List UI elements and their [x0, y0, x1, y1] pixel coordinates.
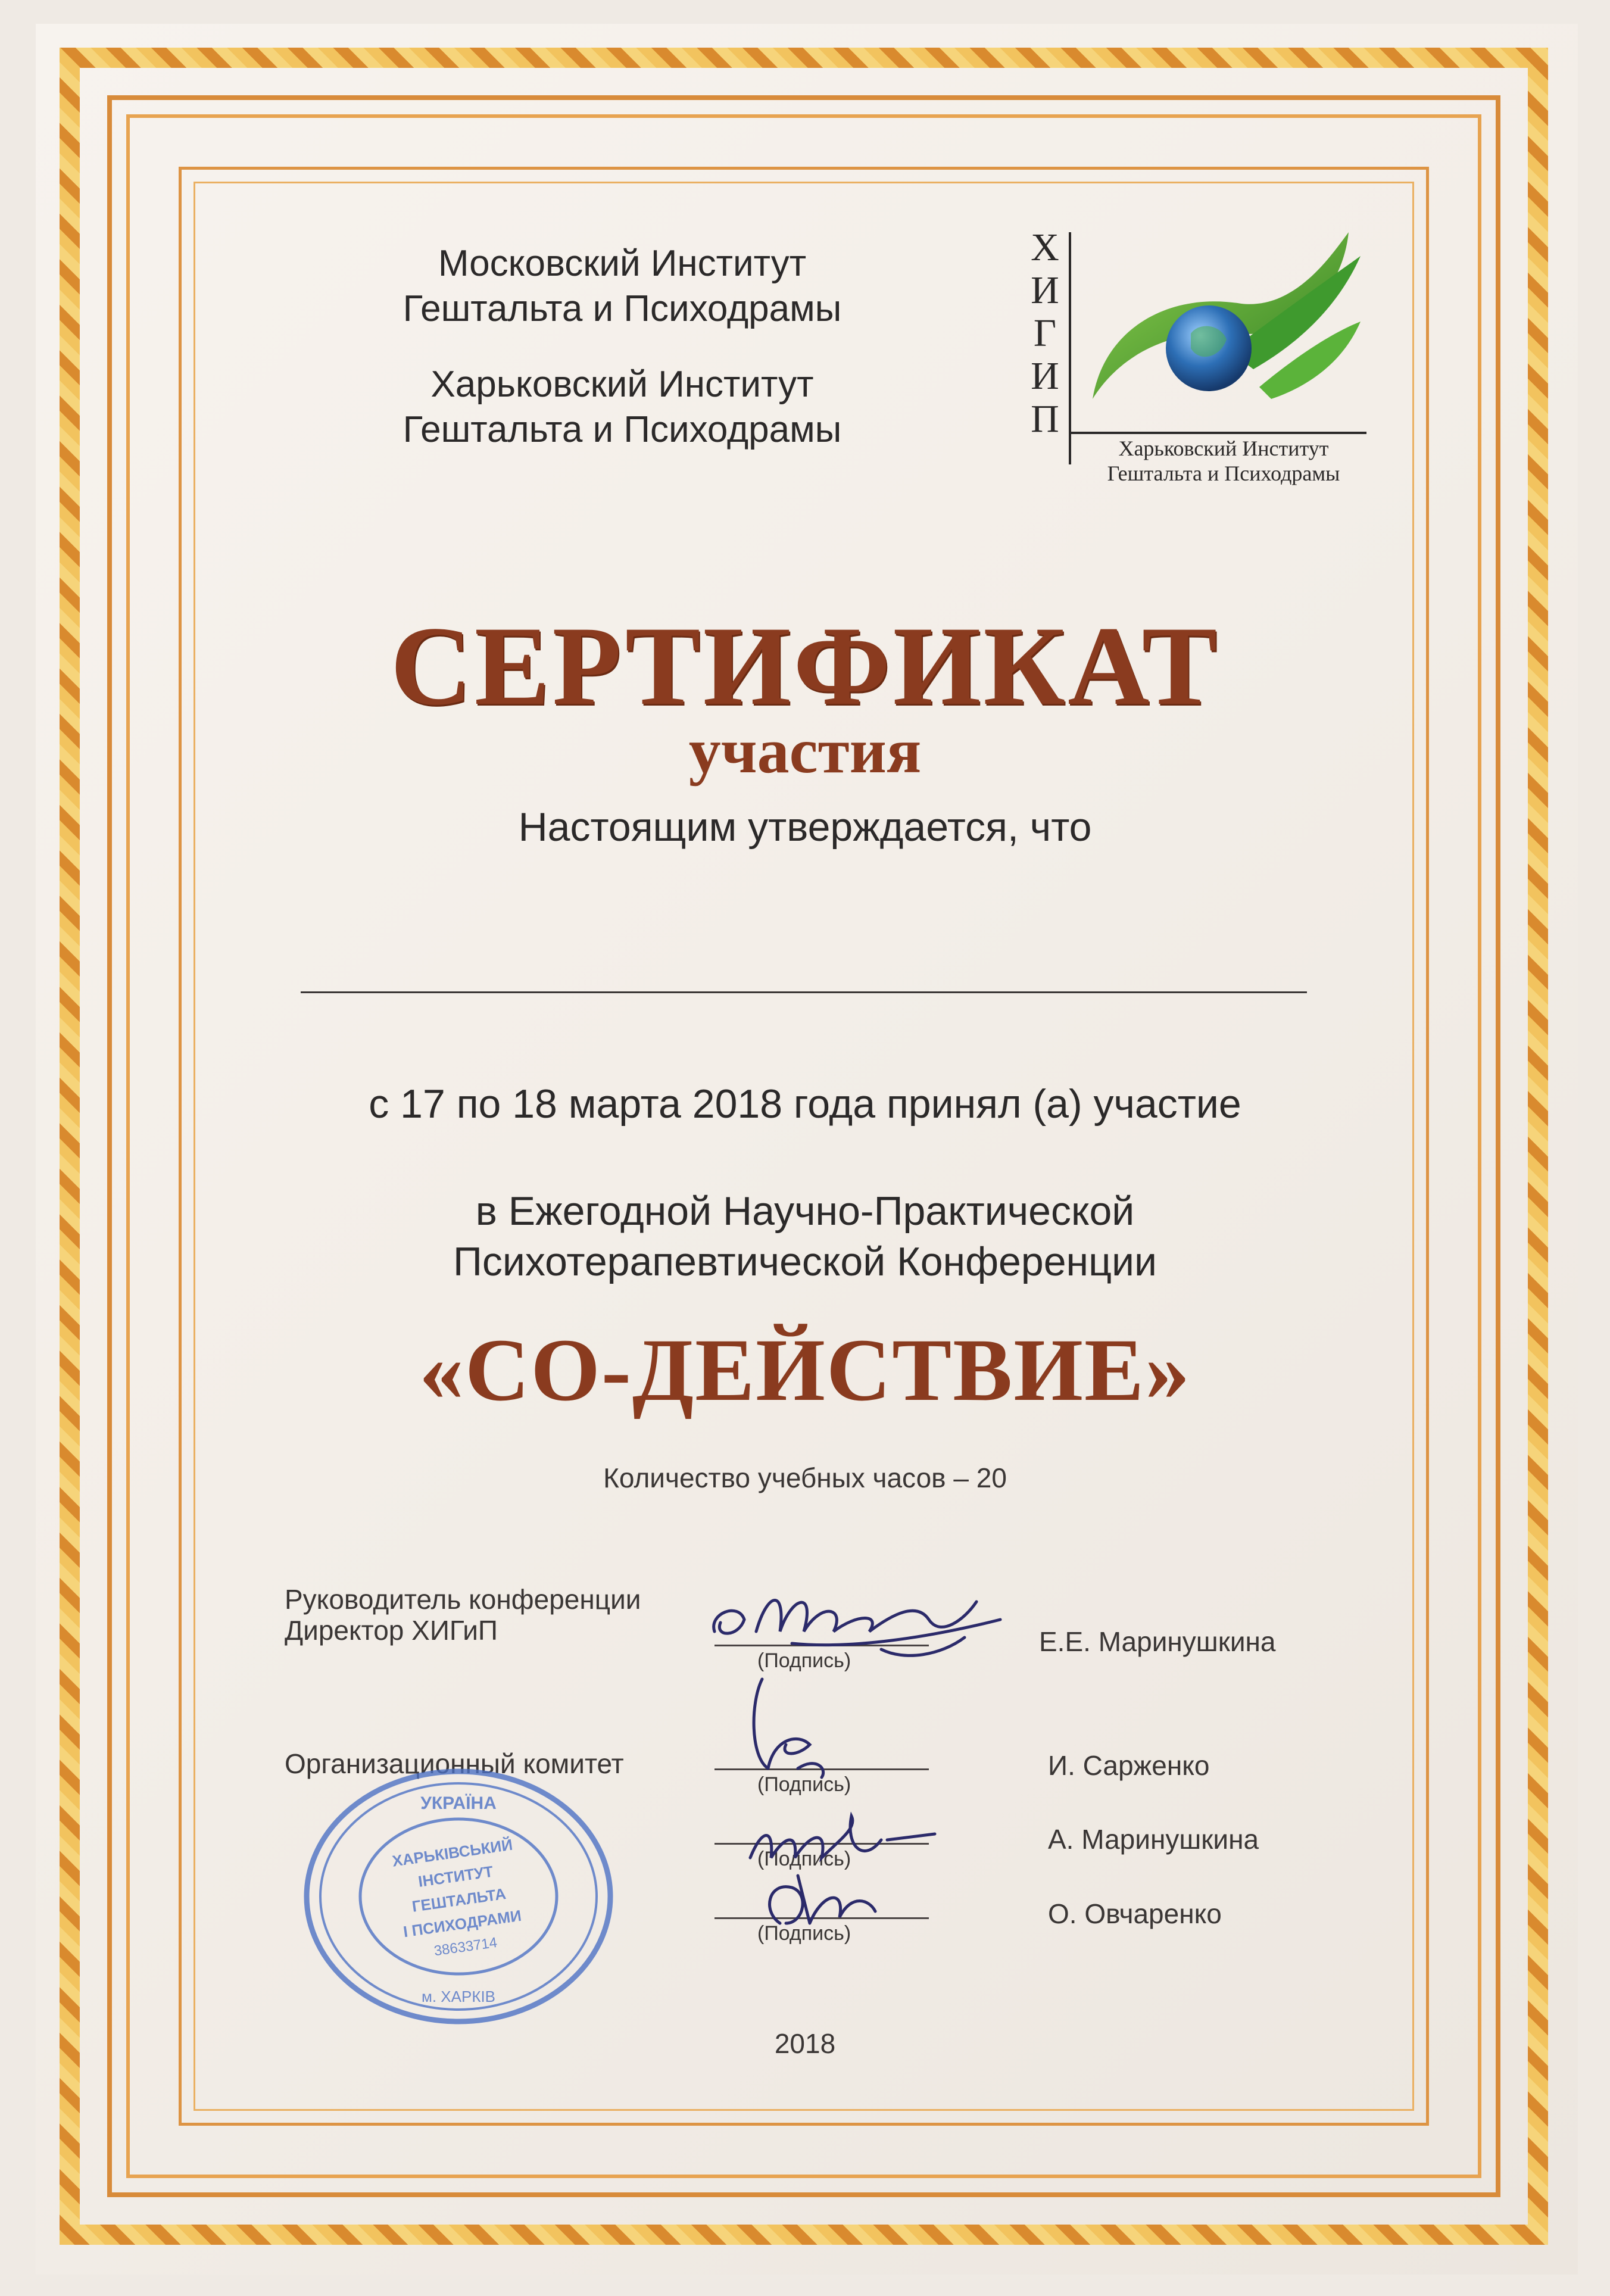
leader-role — [285, 1584, 641, 1646]
committee-signature-caption-1: (Подпись) — [757, 1773, 851, 1796]
stamp-code: 38633714 — [433, 1934, 498, 1960]
institute-moscow — [325, 241, 920, 332]
stamp-bottom-text: м. ХАРКІВ — [421, 1988, 496, 2005]
certificate-subtitle: участия — [688, 716, 922, 787]
stamp-line-2: ІНСТИТУТ — [417, 1862, 495, 1891]
logo-vertical-letters — [1024, 226, 1066, 441]
logo-letter-4: И — [1031, 354, 1059, 398]
committee-label: Организационный комитет — [285, 1748, 624, 1779]
institute-moscow-line1: Московский Институт — [438, 243, 807, 284]
event-line-2: Психотерапевтической Конференции — [453, 1239, 1157, 1284]
institute-kharkiv-line2: Гештальта и Психодрамы — [402, 409, 842, 450]
higip-logo — [1012, 220, 1393, 494]
committee-member-3: О. Овчаренко — [1048, 1898, 1222, 1929]
logo-letter-1: Х — [1031, 226, 1059, 269]
committee-signature-1 — [726, 1667, 857, 1786]
committee-member-2: А. Маринушкина — [1048, 1824, 1259, 1855]
stamp-line-4: І ПСИХОДРАМИ — [402, 1906, 523, 1941]
study-hours: Количество учебных часов – 20 — [603, 1462, 1007, 1493]
logo-caption-line1: Харьковский Институт — [1118, 436, 1329, 460]
recipient-name-line — [301, 991, 1307, 993]
institute-moscow-line2: Гештальта и Психодрамы — [402, 288, 842, 329]
committee-signature-caption-2: (Подпись) — [757, 1848, 851, 1870]
logo-letter-2: И — [1031, 269, 1059, 312]
logo-caption-line2: Гештальта и Психодрамы — [1107, 461, 1340, 485]
institute-kharkiv-line1: Харьковский Институт — [430, 364, 814, 405]
stamp-line-3: ГЕШТАЛЬТА — [411, 1885, 507, 1916]
eye-leaf-icon — [1081, 220, 1366, 423]
committee-member-1: И. Сарженко — [1048, 1750, 1210, 1781]
certificate-year: 2018 — [774, 2028, 836, 2059]
logo-letter-5: П — [1031, 397, 1059, 441]
leader-handwritten-signature — [703, 1566, 1012, 1673]
certificate-intro: Настоящим утверждается, что — [518, 804, 1092, 850]
event-line-1: в Ежегодной Научно-Практической — [475, 1188, 1135, 1234]
stamp-line-1: ХАРЬКІВСЬКИЙ — [391, 1835, 514, 1870]
committee-signature-3 — [744, 1858, 911, 1941]
leader-name: Е.Е. Маринушкина — [1039, 1626, 1276, 1657]
logo-vertical-rule — [1069, 232, 1071, 464]
committee-signature-caption-3: (Подпись) — [757, 1922, 851, 1945]
round-stamp — [298, 1762, 619, 2030]
participation-dates: с 17 по 18 марта 2018 года принял (а) участие — [369, 1081, 1241, 1127]
logo-horizontal-rule — [1069, 432, 1366, 434]
certificate-title: СЕРТИФИКАТ — [390, 604, 1220, 729]
logo-letter-3: Г — [1033, 311, 1057, 355]
stamp-top-text: УКРАЇНА — [420, 1793, 497, 1813]
logo-caption — [1081, 436, 1366, 486]
conference-name: «СО-ДЕЙСТВИЕ» — [419, 1321, 1191, 1420]
institute-kharkiv — [325, 362, 920, 453]
leader-signature-caption: (Подпись) — [757, 1649, 851, 1672]
leader-role-line2: Директор ХИГиП — [285, 1615, 498, 1646]
leader-role-line1: Руководитель конференции — [285, 1584, 641, 1615]
